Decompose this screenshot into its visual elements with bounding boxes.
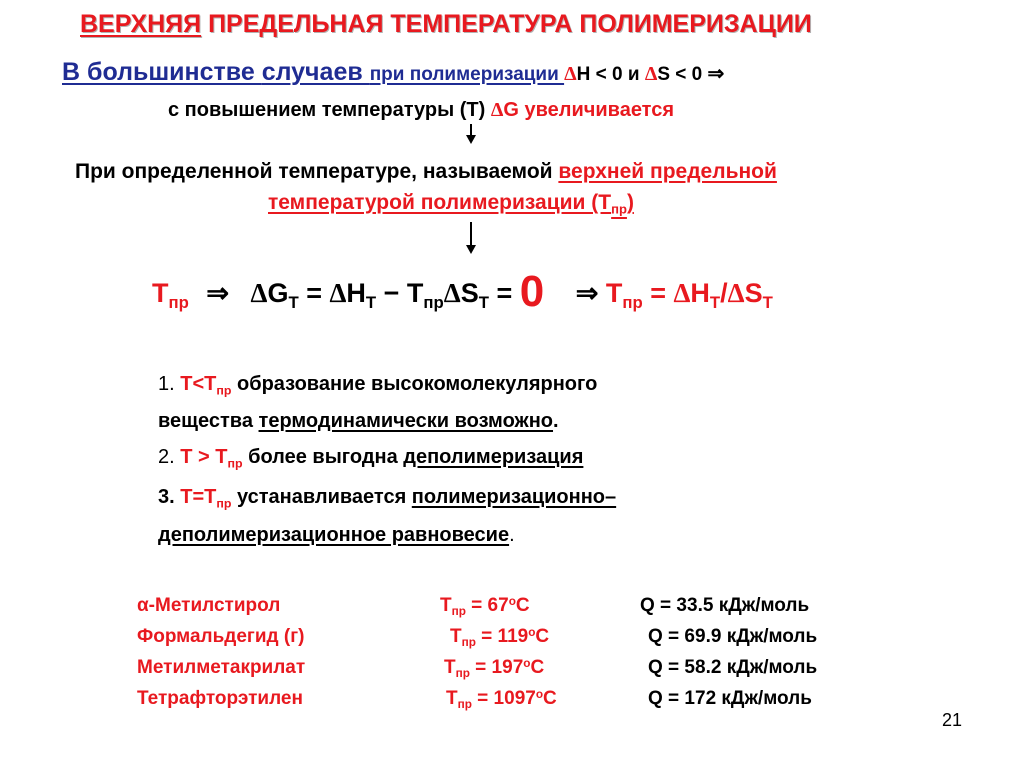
title-word-upper: ВЕРХНЯЯ [80, 10, 202, 38]
eq-equals: = [488, 278, 520, 308]
condition-3 [158, 486, 616, 509]
condition-1 [158, 373, 597, 396]
row-2-value: = 119 [475, 626, 529, 647]
row-2-heat [648, 626, 817, 648]
row-1-heat [640, 595, 809, 617]
implies-arrow-icon: ⇒ [707, 63, 725, 85]
intro-line-1 [62, 58, 724, 87]
intro-line-2 [168, 99, 674, 122]
intro-delta-1: Δ [564, 63, 577, 85]
eq-t-sub: пр [168, 292, 189, 312]
eq-s-sub: Т [478, 292, 489, 312]
row-3-value: = 197 [469, 657, 524, 678]
eq-rhs-sub: пр [622, 292, 643, 312]
eq-delta-h: Δ [329, 278, 347, 308]
condition-3-sub: пр [216, 496, 232, 511]
eq-zero: 0 [519, 267, 545, 316]
row-2-temp [450, 626, 549, 648]
condition-2-sub: пр [227, 456, 243, 471]
condition-2 [158, 446, 583, 469]
intro-part-1: В большинстве [62, 58, 262, 86]
title-rest: ПРЕДЕЛЬНАЯ ТЕМПЕРАТУРА ПОЛИМЕРИЗАЦИИ [201, 10, 812, 38]
condition-2-cond: Т > Т [180, 446, 228, 468]
definition-text-1: При определенной температуре, называемой [75, 160, 559, 183]
condition-3-text-b: полимеризационно– [411, 486, 617, 508]
row-1-q: Q [640, 595, 655, 616]
row-3-deg: о [523, 657, 531, 671]
row-4-heat [648, 688, 812, 710]
condition-1-text: образование высокомолекулярного [231, 373, 598, 395]
eq-delta-g: Δ [250, 278, 268, 308]
condition-2-num: 2. [158, 446, 181, 468]
eq-rhs-s-sub: Т [762, 292, 773, 312]
row-4-sub: пр [457, 698, 472, 712]
intro-cond-2: S < 0 [657, 64, 708, 85]
row-4-temp [446, 688, 557, 710]
row-4-deg: о [535, 688, 544, 702]
row-3-q: Q [648, 657, 663, 678]
eq-rhs-s: S [744, 278, 763, 308]
page-title [80, 10, 812, 39]
condition-3-line2: деполимеризационное равновесие [158, 524, 510, 546]
condition-3-line-2 [158, 524, 515, 547]
intro-part-2: случаев [261, 58, 370, 86]
row-3-name: Метилметакрилат [137, 657, 306, 678]
row-4-value: = 1097 [471, 688, 536, 709]
definition-term-2: температурой полимеризации (Т [268, 191, 612, 214]
row-2-unit: С [535, 626, 550, 647]
row-2-sub: пр [461, 636, 476, 650]
row-2-q: Q [648, 626, 663, 647]
row-2-name: Формальдегид (г) [137, 626, 305, 647]
eq-rhs-t: Т [605, 278, 623, 308]
row-1-value: = 67 [465, 595, 509, 616]
intro-part-3: при полимеризации [369, 64, 565, 85]
eq-g-sub: Т [288, 292, 299, 312]
definition-term-1: верхней предельной [558, 160, 777, 183]
intro-line2-a: с повышением температуры (Т) [168, 99, 491, 121]
eq-s: S [460, 278, 479, 308]
row-1-deg: о [508, 595, 516, 609]
condition-3-cond: Т=Т [180, 486, 217, 508]
condition-1-line2-a: вещества [158, 410, 259, 432]
eq-delta-s: Δ [443, 278, 461, 308]
condition-3-line2-c: . [509, 524, 515, 546]
row-4-t: Т [446, 688, 458, 709]
row-1-heat-value: = 33.5 кДж/моль [654, 595, 810, 616]
row-1-temp [440, 595, 530, 617]
implies-arrow-icon: ⇒ [575, 278, 599, 308]
row-3-t: Т [444, 657, 456, 678]
row-3-heat [648, 657, 817, 679]
definition-sub: пр [611, 201, 627, 217]
row-1-sub: пр [451, 605, 466, 619]
intro-line2-delta: Δ [490, 99, 504, 121]
condition-2-text-b: деполимеризация [403, 446, 584, 468]
condition-3-num: 3. [158, 486, 181, 508]
eq-minus: − Т [376, 278, 424, 308]
condition-3-text-a: устанавливается [231, 486, 412, 508]
eq-g: G [267, 278, 289, 308]
row-4-heat-value: = 172 кДж/моль [662, 688, 812, 709]
condition-1-line2-b: термодинамически возможно [258, 410, 554, 432]
arrow-down-icon [470, 124, 472, 142]
condition-2-text-a: более выгодна [242, 446, 404, 468]
row-3-heat-value: = 58.2 кДж/моль [662, 657, 818, 678]
row-4-unit: С [543, 688, 557, 709]
row-3-sub: пр [455, 667, 470, 681]
row-3-unit: С [530, 657, 545, 678]
eq-eq: = [298, 278, 330, 308]
page-number: 21 [942, 710, 963, 730]
condition-1-line-2 [158, 410, 559, 433]
eq-rhs-delta-s: Δ [727, 278, 745, 308]
eq-rhs-slash: / [720, 278, 728, 308]
row-4-q: Q [648, 688, 663, 709]
eq-rhs-h-sub: Т [709, 292, 721, 312]
condition-1-line2-c: . [553, 410, 559, 432]
eq-h-sub: Т [365, 292, 377, 312]
arrow-down-icon [470, 222, 472, 252]
eq-rhs-eq: = [642, 278, 674, 308]
definition-line-2 [268, 191, 634, 215]
intro-delta-2: Δ [644, 63, 658, 85]
intro-cond-1: H < 0 и [576, 64, 645, 85]
definition-close: ) [626, 191, 634, 214]
intro-line2-b: G увеличивается [503, 99, 675, 121]
condition-1-sub: пр [216, 383, 232, 398]
row-3-temp [444, 657, 544, 679]
row-1-name: α-Метилстирол [137, 595, 281, 616]
eq-rhs-delta-h: Δ [673, 278, 691, 308]
implies-arrow-icon: ⇒ [206, 278, 229, 308]
row-2-t: Т [450, 626, 462, 647]
row-2-heat-value: = 69.9 кДж/моль [662, 626, 818, 647]
eq-t: Т [152, 278, 169, 308]
eq-rhs-h: H [690, 278, 710, 308]
definition-line-1 [75, 160, 777, 184]
eq-h: H [346, 278, 366, 308]
condition-1-cond: Т<Т [180, 373, 217, 395]
row-1-unit: С [515, 595, 530, 616]
condition-1-num: 1. [158, 373, 181, 395]
eq-tpr-sub: пр [423, 292, 444, 312]
row-4-name: Тетрафторэтилен [137, 688, 303, 709]
equation [152, 267, 773, 316]
row-1-t: Т [440, 595, 452, 616]
row-2-deg: о [528, 626, 536, 640]
